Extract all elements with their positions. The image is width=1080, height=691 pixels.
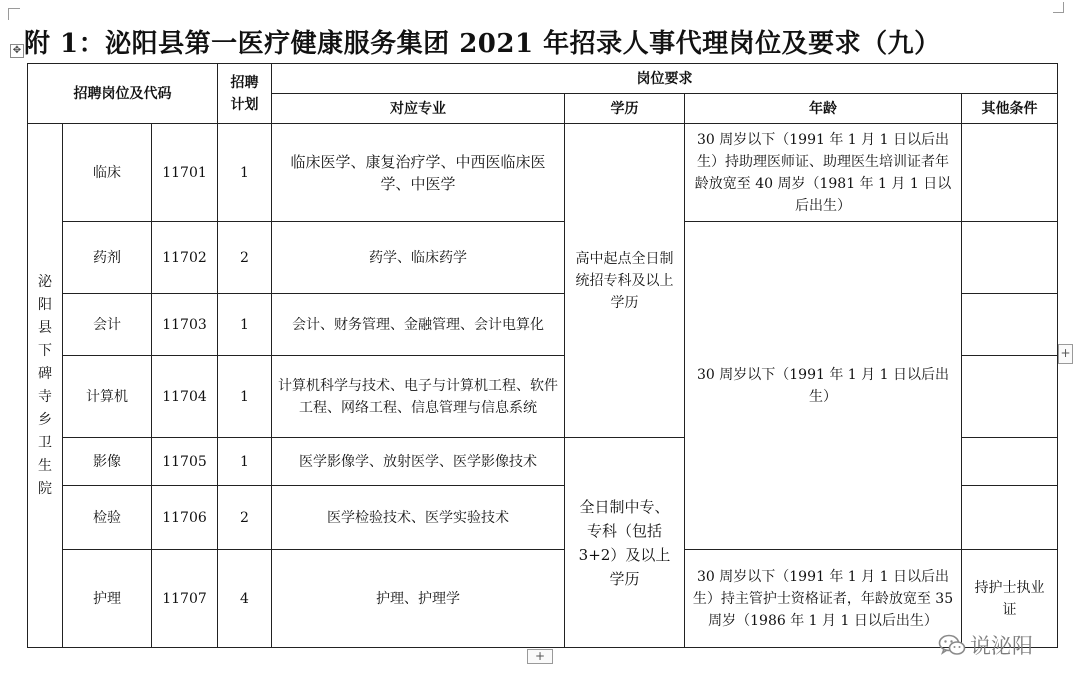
unit-name-cell bbox=[28, 124, 63, 648]
other-cell bbox=[962, 294, 1058, 356]
major-cell: 医学影像学、放射医学、医学影像技术 bbox=[272, 438, 565, 486]
wechat-icon bbox=[938, 633, 966, 657]
top-right-corner-mark bbox=[1053, 2, 1064, 13]
table-row bbox=[28, 222, 1058, 294]
position-cell: 临床 bbox=[63, 124, 152, 222]
other-cell bbox=[962, 438, 1058, 486]
age-cell-2: 30 周岁以下（1991 年 1 月 1 日以后出生） bbox=[685, 222, 962, 550]
header-major: 对应专业 bbox=[272, 94, 565, 124]
header-education: 学历 bbox=[565, 94, 685, 124]
other-cell bbox=[962, 222, 1058, 294]
major-cell: 临床医学、康复治疗学、中西医临床医学、中医学 bbox=[272, 124, 565, 222]
major-cell: 计算机科学与技术、电子与计算机工程、软件工程、网络工程、信息管理与信息系统 bbox=[272, 356, 565, 438]
education-cell-2: 全日制中专、专科（包括3+2）及以上学历 bbox=[565, 438, 685, 648]
plan-cell: 1 bbox=[218, 294, 272, 356]
code-cell: 11706 bbox=[152, 486, 218, 550]
watermark bbox=[938, 630, 1074, 660]
header-age: 年龄 bbox=[685, 94, 962, 124]
page-title: 附 1：泌阳县第一医疗健康服务集团 2021 年招录人事代理岗位及要求（九） bbox=[24, 29, 941, 59]
table-row bbox=[28, 124, 1058, 222]
education-cell-1: 高中起点全日制统招专科及以上学历 bbox=[565, 124, 685, 438]
plan-cell: 1 bbox=[218, 124, 272, 222]
major-cell: 会计、财务管理、金融管理、会计电算化 bbox=[272, 294, 565, 356]
position-cell: 检验 bbox=[63, 486, 152, 550]
position-cell: 影像 bbox=[63, 438, 152, 486]
other-cell bbox=[962, 486, 1058, 550]
position-cell: 药剂 bbox=[63, 222, 152, 294]
plan-cell: 1 bbox=[218, 356, 272, 438]
major-cell: 药学、临床药学 bbox=[272, 222, 565, 294]
major-cell: 护理、护理学 bbox=[272, 550, 565, 648]
header-requirements: 岗位要求 bbox=[272, 64, 1058, 94]
code-cell: 11707 bbox=[152, 550, 218, 648]
code-cell: 11705 bbox=[152, 438, 218, 486]
plan-cell: 1 bbox=[218, 438, 272, 486]
add-row-button[interactable]: + bbox=[527, 649, 553, 664]
position-cell: 护理 bbox=[63, 550, 152, 648]
plan-cell: 4 bbox=[218, 550, 272, 648]
table-move-handle[interactable]: ✥ bbox=[10, 44, 24, 58]
plan-cell: 2 bbox=[218, 486, 272, 550]
header-row-1 bbox=[28, 64, 1058, 94]
header-position-code: 招聘岗位及代码 bbox=[28, 64, 218, 124]
code-cell: 11701 bbox=[152, 124, 218, 222]
header-other: 其他条件 bbox=[962, 94, 1058, 124]
header-plan: 招聘计划 bbox=[218, 64, 272, 124]
watermark-text: 说泌阳 bbox=[970, 634, 1033, 658]
major-cell: 医学检验技术、医学实验技术 bbox=[272, 486, 565, 550]
other-cell: 持护士执业证 bbox=[962, 550, 1058, 648]
age-cell-1: 30 周岁以下（1991 年 1 月 1 日以后出生）持助理医师证、助理医生培训证者年龄放宽至 40 周岁（1981 年 1 月 1 日以后出生） bbox=[685, 124, 962, 222]
other-cell bbox=[962, 356, 1058, 438]
add-column-button[interactable]: + bbox=[1058, 344, 1073, 364]
age-cell-3: 30 周岁以下（1991 年 1 月 1 日以后出生）持主管护士资格证者，年龄放宽至 35 周岁（1986 年 1 月 1 日以后出生） bbox=[685, 550, 962, 648]
unit-name: 泌阳县下碑寺乡卫生院 bbox=[37, 273, 52, 497]
position-cell: 计算机 bbox=[63, 356, 152, 438]
table-row bbox=[28, 550, 1058, 648]
recruitment-table bbox=[27, 63, 1058, 648]
code-cell: 11703 bbox=[152, 294, 218, 356]
position-cell: 会计 bbox=[63, 294, 152, 356]
plan-cell: 2 bbox=[218, 222, 272, 294]
code-cell: 11704 bbox=[152, 356, 218, 438]
top-left-corner-mark bbox=[8, 8, 20, 20]
other-cell bbox=[962, 124, 1058, 222]
code-cell: 11702 bbox=[152, 222, 218, 294]
